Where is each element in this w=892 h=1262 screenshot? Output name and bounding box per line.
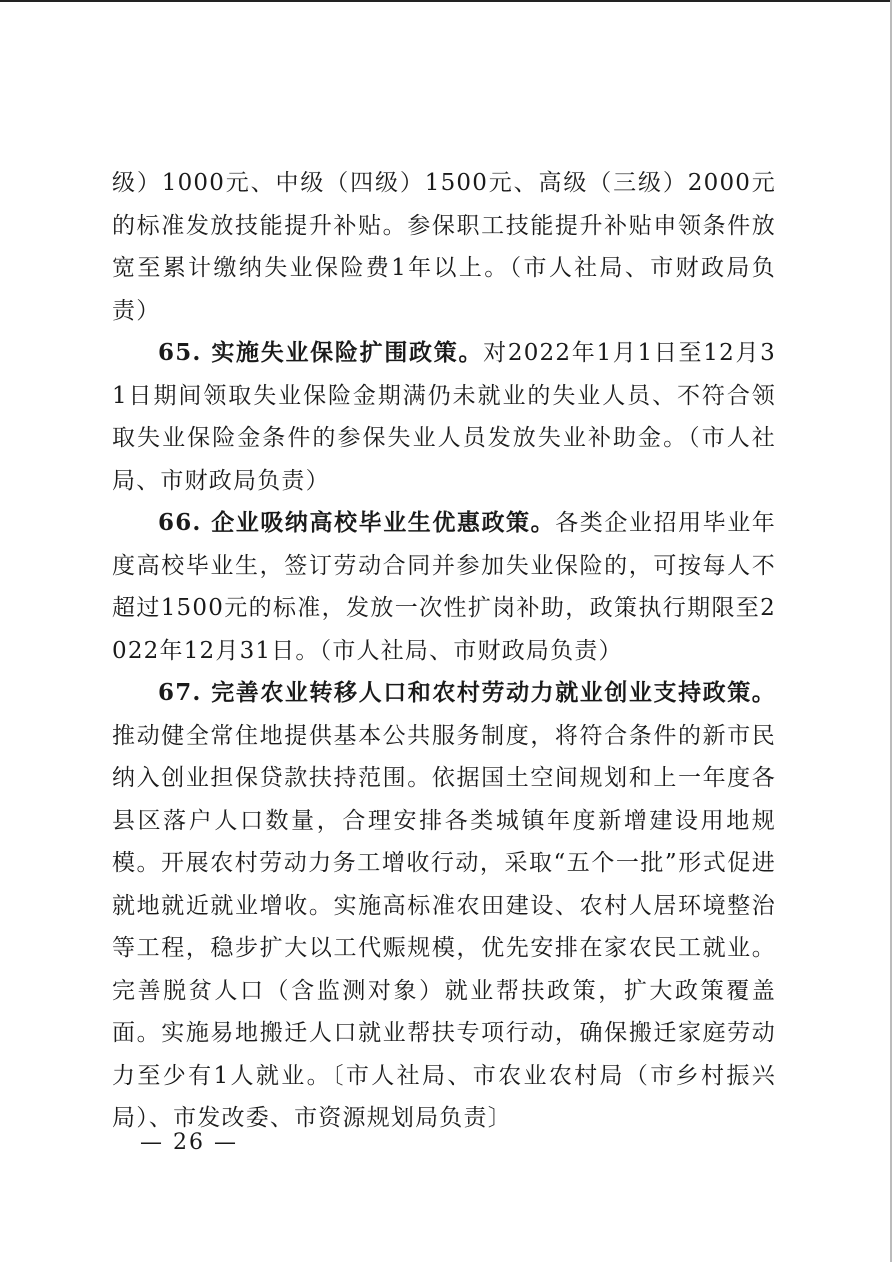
page-number: — 26 —: [140, 1130, 238, 1155]
paragraph-item-66: [112, 502, 776, 672]
page-top-border: [0, 0, 892, 2]
paragraph-item-67: [112, 672, 776, 1140]
document-body: [112, 162, 776, 1140]
item-65-heading: 65. 实施失业保险扩围政策。: [158, 339, 484, 366]
item-65-text: 对2022年1月1日至12月31日期间领取失业保险金期满仍未就业的失业人员、不符合领取失业保险金条件的参保失业人员发放失业补助金。（市人社局、市财政局负责）: [112, 340, 776, 494]
paragraph-continuation: [112, 162, 776, 332]
item-67-text: 推动健全常住地提供基本公共服务制度，将符合条件的新市民纳入创业担保贷款扶持范围。依据国土空间规划和上一年度各县区落户人口数量，合理安排各类城镇年度新增建设用地规模。开展农村劳动力务工增收行动，采取“五个一批”形式促进就地就近就业增收。实施高标准农田建设、农村人居环境整治等工程，稳步扩大以工代赈规模，优先安排在家农民工就业。完善脱贫人口（含监测对象）就业帮扶政策，扩大政策覆盖面。实施易地搬迁人口就业帮扶专项行动，确保搬迁家庭劳动力至少有1人就业。〔市人社局、市农业农村局（市乡村振兴局）、市发改委、市资源规划局负责〕: [112, 722, 776, 1131]
paragraph-item-65: [112, 332, 776, 502]
item-67-heading: 67. 完善农业转移人口和农村劳动力就业创业支持政策。: [158, 679, 776, 706]
paragraph-text: 级）1000元、中级（四级）1500元、高级（三级）2000元的标准发放技能提升补贴。参保职工技能提升补贴申领条件放宽至累计缴纳失业保险费1年以上。（市人社局、市财政局负责）: [112, 170, 776, 324]
item-66-heading: 66. 企业吸纳高校毕业生优惠政策。: [158, 509, 556, 536]
item-66-text: 各类企业招用毕业年度高校毕业生，签订劳动合同并参加失业保险的，可按每人不超过1500元的标准，发放一次性扩岗补助，政策执行期限至2022年12月31日。（市人社局、市财政局负责）: [112, 510, 776, 664]
